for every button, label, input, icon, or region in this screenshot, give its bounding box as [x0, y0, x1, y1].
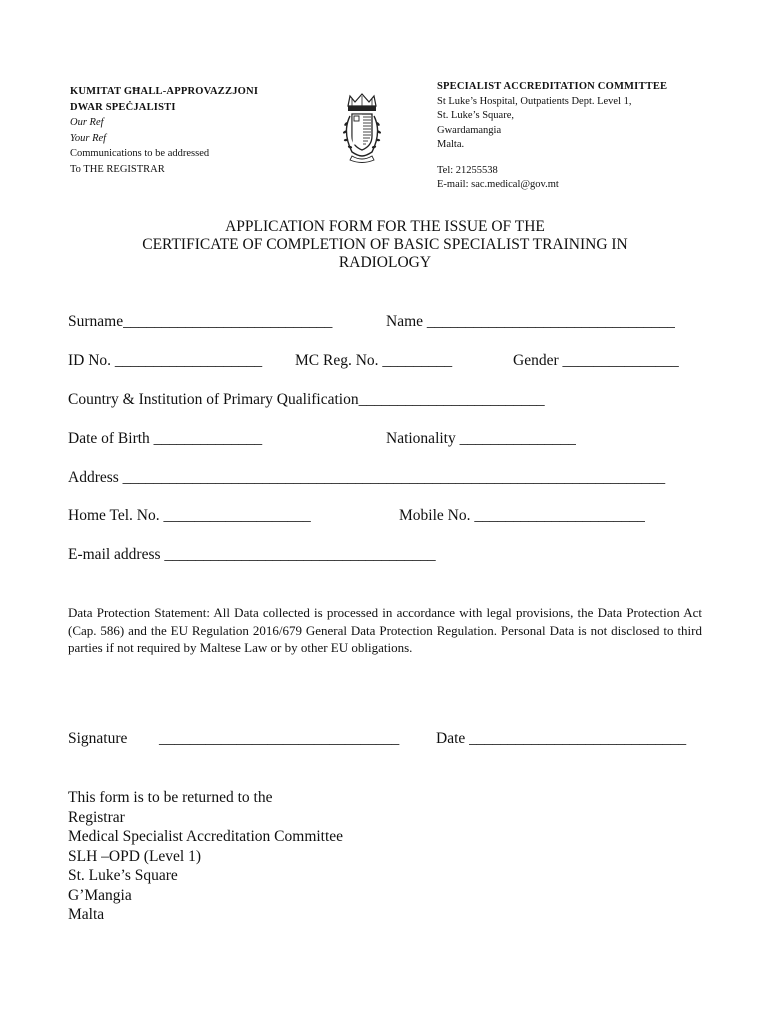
gender-field[interactable]: Gender _______________ [513, 352, 679, 369]
address-line3: Gwardamangia [437, 124, 502, 136]
signature-line[interactable]: _______________________________ [159, 730, 400, 747]
name-field[interactable]: Name ________________________________ [386, 313, 675, 330]
communications-line2: To THE REGISTRAR [70, 163, 165, 175]
email-contact: E-mail: sac.medical@gov.mt [437, 179, 559, 190]
header-right [437, 80, 667, 193]
telephone: Tel: 21255538 [437, 164, 498, 176]
coat-of-arms-icon [340, 92, 384, 164]
home-tel-field[interactable]: Home Tel. No. ___________________ [68, 507, 311, 524]
header-left [70, 84, 258, 177]
return-line7: Malta [68, 906, 105, 923]
return-line3: Medical Specialist Accreditation Committee [68, 828, 344, 845]
your-ref: Your Ref [70, 132, 107, 144]
return-line1: This form is to be returned to the [68, 789, 273, 806]
return-line6: G’Mangia [68, 886, 132, 904]
communications-line1: Communications to be addressed [70, 148, 210, 159]
our-ref: Our Ref [70, 117, 104, 128]
address-line1: St Luke’s Hospital, Outpatients Dept. Level 1, [437, 95, 632, 107]
org-name-line2: DWAR SPEĊJALISTI [70, 101, 176, 113]
id-number-field[interactable]: ID No. ___________________ [68, 352, 263, 369]
title-line1: APPLICATION FORM FOR THE ISSUE OF THE [225, 218, 545, 235]
mc-reg-field[interactable]: MC Reg. No. _________ [295, 352, 453, 369]
country-institution-field[interactable]: Country & Institution of Primary Qualification________________________ [68, 391, 545, 408]
return-line2: Registrar [68, 808, 125, 826]
mobile-field[interactable]: Mobile No. ______________________ [399, 507, 645, 524]
date-field[interactable]: Date ____________________________ [436, 730, 687, 747]
nationality-field[interactable]: Nationality _______________ [386, 430, 576, 447]
surname-field[interactable]: Surname___________________________ [68, 313, 333, 330]
email-field[interactable]: E-mail address ___________________________________ [68, 546, 436, 563]
signature-label: Signature [68, 730, 128, 747]
return-line4: SLH –OPD (Level 1) [68, 847, 202, 865]
data-protection-statement: Data Protection Statement: All Data collected is processed in accordance with legal provisions, the Data Protection Act (Cap. 586) and the EU Regulation 2016/679 General Data Protection Regulation. Personal Data is not disclosed to third parties if not required by Maltese Law or by other EU obligations. [68, 605, 702, 655]
title-line3: RADIOLOGY [338, 254, 432, 271]
title-line2: CERTIFICATE OF COMPLETION OF BASIC SPECIALIST TRAINING IN [142, 236, 628, 253]
org-name-line1: KUMITAT GĦALL-APPROVAZZJONI [70, 86, 259, 97]
date-of-birth-field[interactable]: Date of Birth ______________ [68, 430, 263, 447]
address-line2: St. Luke’s Square, [437, 110, 514, 121]
form-title [0, 218, 770, 272]
address-field[interactable]: Address ______________________________________________________________________ [68, 469, 666, 486]
address-line4: Malta. [437, 139, 465, 150]
return-line5: St. Luke’s Square [68, 867, 178, 884]
committee-name: SPECIALIST ACCREDITATION COMMITTEE [437, 81, 668, 92]
return-address [68, 788, 343, 925]
